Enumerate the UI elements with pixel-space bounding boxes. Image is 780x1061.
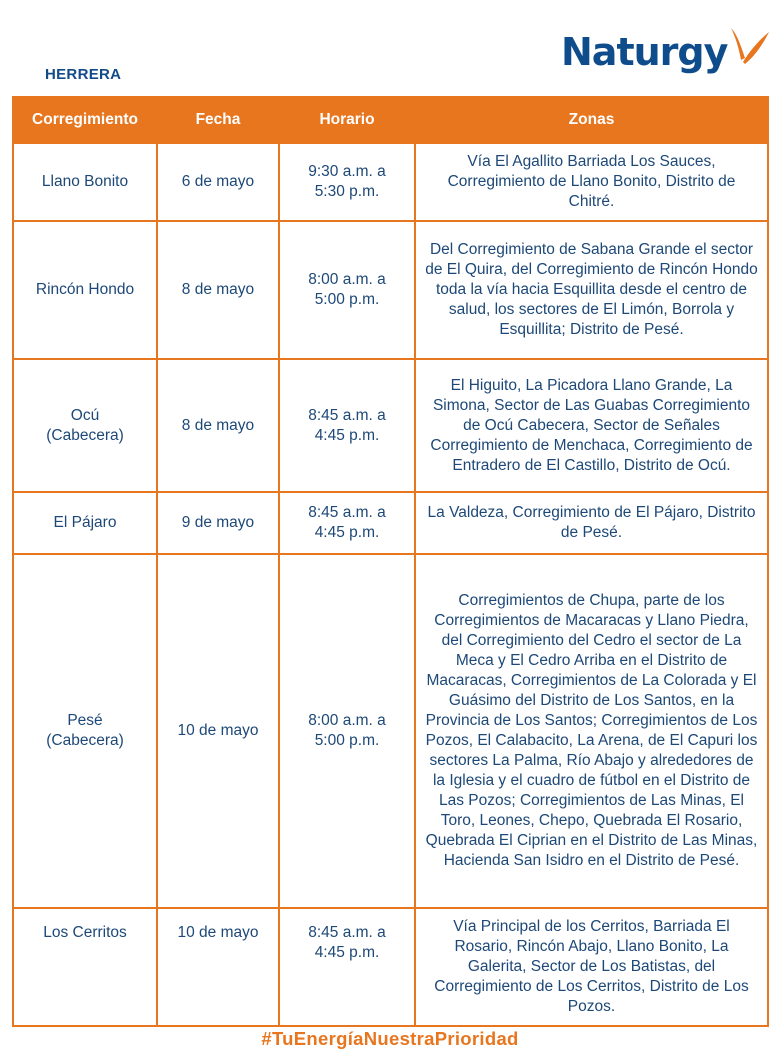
footer-hashtag: #TuEnergíaNuestraPrioridad (261, 1028, 519, 1049)
cell-fecha: 8 de mayo (157, 359, 279, 492)
schedule-table (12, 96, 769, 1027)
table-row (13, 143, 768, 221)
table-header-row (13, 97, 768, 143)
cell-fecha: 10 de mayo (157, 554, 279, 908)
cell-corregimiento: Llano Bonito (13, 143, 157, 221)
butterfly-wing-icon (729, 22, 771, 72)
cell-fecha: 9 de mayo (157, 492, 279, 554)
cell-horario: 8:45 a.m. a 4:45 p.m. (279, 359, 415, 492)
table-row (13, 554, 768, 908)
cell-corregimiento: Ocú (Cabecera) (13, 359, 157, 492)
cell-horario: 8:00 a.m. a 5:00 p.m. (279, 554, 415, 908)
cell-horario: 8:45 a.m. a 4:45 p.m. (279, 492, 415, 554)
cell-zonas: Vía Principal de los Cerritos, Barriada El Rosario, Rincón Abajo, Llano Bonito, La Galerita, Sector de Los Batistas, del Corregimiento de Los Cerritos, Distrito de Los Pozos. (415, 908, 768, 1026)
cell-horario: 8:45 a.m. a 4:45 p.m. (279, 908, 415, 1026)
table-row (13, 492, 768, 554)
cell-horario: 9:30 a.m. a 5:30 p.m. (279, 143, 415, 221)
column-header-zonas: Zonas (415, 97, 768, 143)
cell-corregimiento: Los Cerritos (13, 908, 157, 1026)
cell-corregimiento: Rincón Hondo (13, 221, 157, 359)
column-header-fecha: Fecha (157, 97, 279, 143)
cell-zonas: Del Corregimiento de Sabana Grande el sector de El Quira, del Corregimiento de Rincón Hondo toda la vía hacia Esquillita desde el centro de salud, los sectores de El Limón, Borrola y Esquillita; Distrito de Pesé. (415, 221, 768, 359)
table-row (13, 221, 768, 359)
cell-zonas: El Higuito, La Picadora Llano Grande, La Simona, Sector de Las Guabas Corregimiento de Ocú Cabecera, Sector de Señales Corregimiento de Menchaca, Corregimiento de Entradero de El Castillo, Distrito de Ocú. (415, 359, 768, 492)
cell-fecha: 10 de mayo (157, 908, 279, 1026)
region-title: HERRERA (45, 66, 122, 83)
cell-corregimiento: Pesé (Cabecera) (13, 554, 157, 908)
cell-zonas: Corregimientos de Chupa, parte de los Corregimientos de Macaracas y Llano Piedra, del Corregimiento del Cedro el sector de La Meca y El Cedro Arriba en el Distrito de Macaracas, Corregimientos de La Colorada y El Guásimo del Distrito de Los Santos, en la Provincia de Los Santos; Corregimientos de Los Pozos, El Calabacito, La Arena, de El Capuri los sectores La Palma, Río Abajo y alrededores de la Iglesia y el cuadro de fútbol en el Distrito de Las Pozos; Corregimientos de Las Minas, El Toro, Leones, Chepo, Quebrada El Rosario, Quebrada El Ciprian en el Distrito de Las Minas, Hacienda San Isidro en el Distrito de Pesé. (415, 554, 768, 908)
column-header-corregimiento: Corregimiento (13, 97, 157, 143)
cell-fecha: 8 de mayo (157, 221, 279, 359)
table-row (13, 359, 768, 492)
cell-horario: 8:00 a.m. a 5:00 p.m. (279, 221, 415, 359)
cell-corregimiento: El Pájaro (13, 492, 157, 554)
logo-wordmark: Naturgy (561, 30, 728, 74)
cell-zonas: Vía El Agallito Barriada Los Sauces, Corregimiento de Llano Bonito, Distrito de Chitré. (415, 143, 768, 221)
naturgy-logo (561, 22, 771, 82)
cell-fecha: 6 de mayo (157, 143, 279, 221)
cell-zonas: La Valdeza, Corregimiento de El Pájaro, Distrito de Pesé. (415, 492, 768, 554)
table-row (13, 908, 768, 1026)
column-header-horario: Horario (279, 97, 415, 143)
